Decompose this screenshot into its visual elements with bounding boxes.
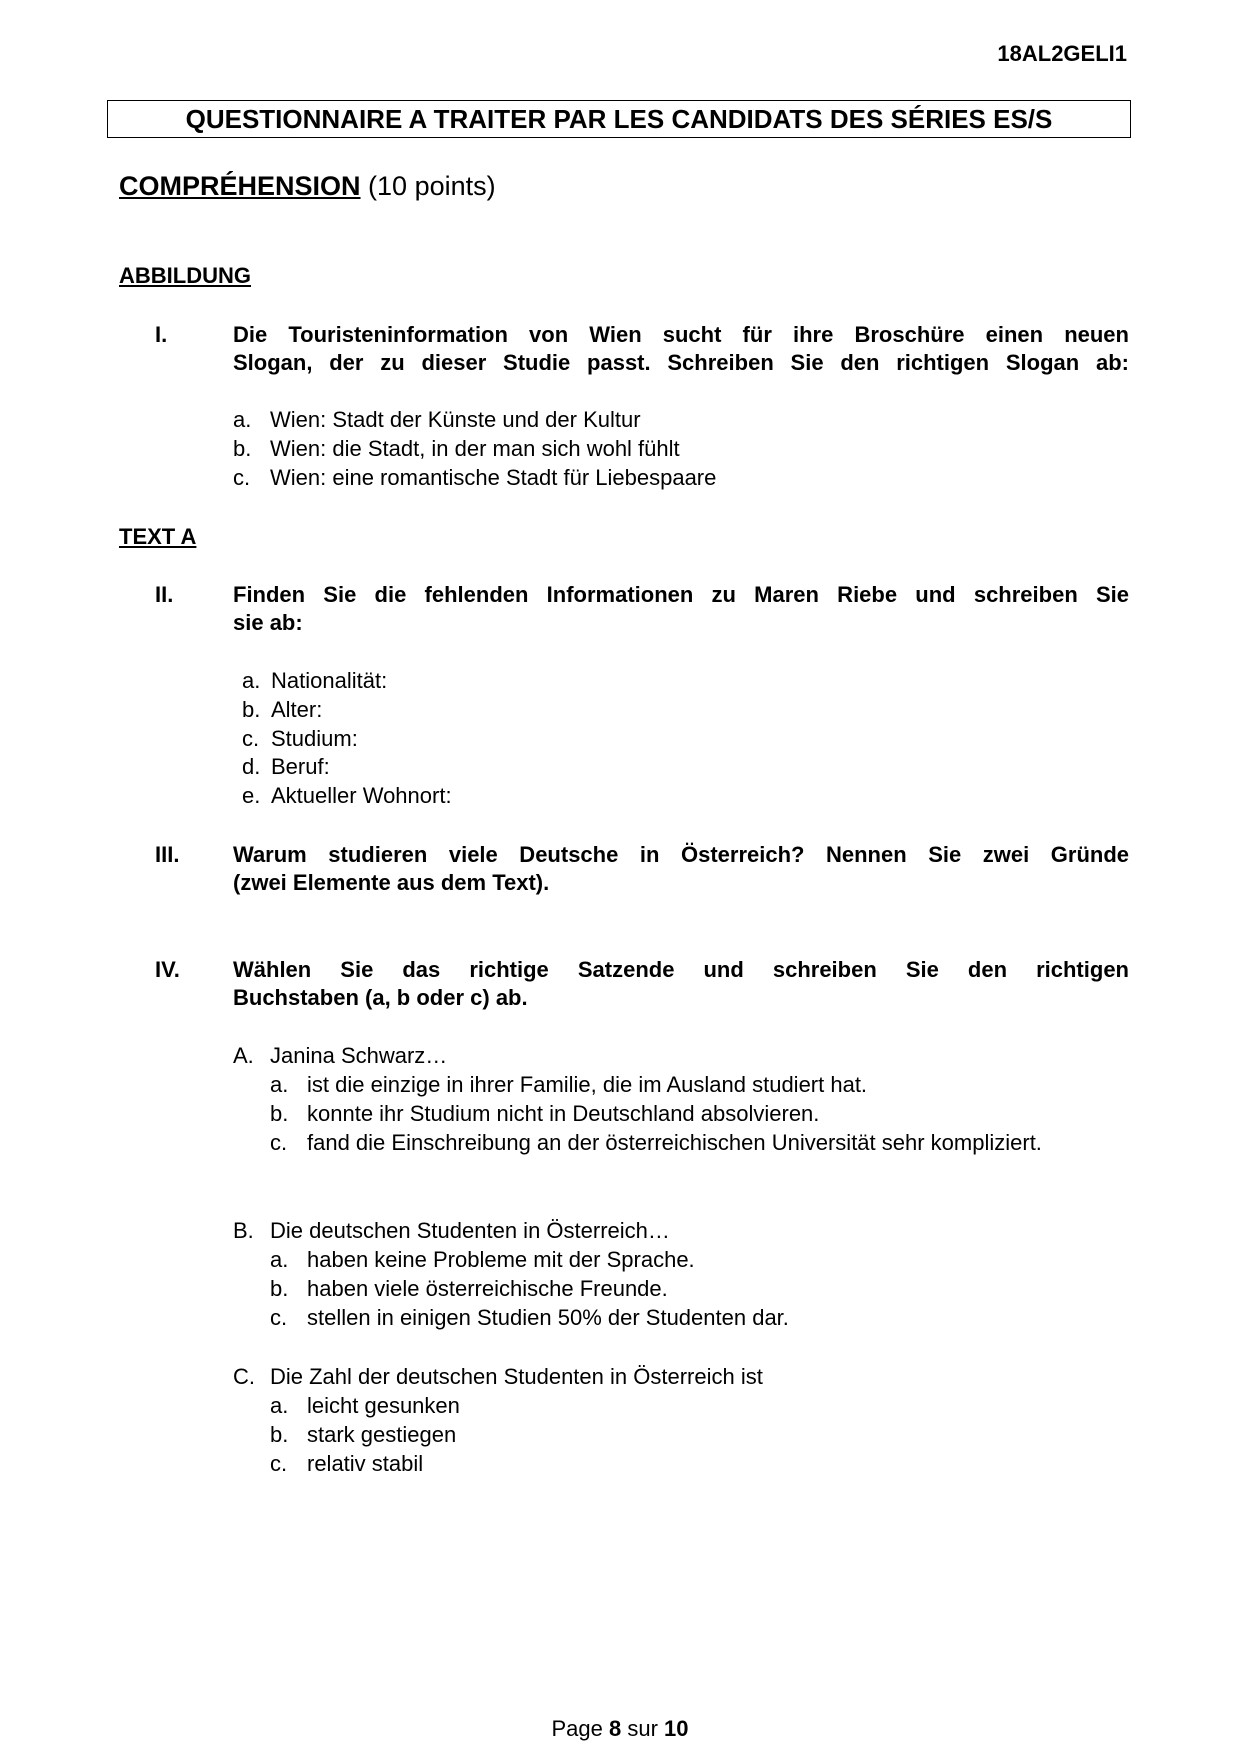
total-pages: 10 (664, 1716, 689, 1741)
option-text: ist die einzige in ihrer Familie, die im Ausland studiert hat. (307, 1072, 868, 1097)
part-marker: A. (233, 1043, 254, 1068)
section-text-a-heading: TEXT A (119, 524, 197, 549)
question-2-item-a (242, 666, 387, 695)
option-marker: c. (233, 465, 251, 490)
option-text: konnte ihr Studium nicht in Deutschland absolvieren. (307, 1101, 820, 1126)
question-1-option-b (233, 434, 680, 463)
option-marker: a. (270, 1072, 289, 1097)
question-4-line-2: Buchstaben (a, b oder c) ab. (233, 985, 528, 1010)
option-marker: a. (270, 1393, 289, 1418)
part-stem-text: Die Zahl der deutschen Studenten in Österreich ist (270, 1364, 763, 1389)
comprehension-points: (10 points) (368, 171, 496, 201)
option-marker: c. (270, 1451, 288, 1476)
option-text: stellen in einigen Studien 50% der Studenten dar. (307, 1305, 789, 1330)
question-3-line-2: (zwei Elemente aus dem Text). (233, 870, 550, 895)
question-4-part-b-option-c (270, 1303, 1129, 1332)
question-number-2: II. (155, 582, 174, 607)
page-footer (0, 1716, 1240, 1742)
option-text: haben keine Probleme mit der Sprache. (307, 1247, 695, 1272)
question-4-part-c-option-a (270, 1391, 1129, 1420)
question-1-option-a (233, 405, 641, 434)
item-text: Alter: (271, 697, 323, 722)
question-4-part-b-stem (233, 1216, 670, 1245)
page-word: Page (551, 1716, 603, 1741)
question-4-part-c-option-c (270, 1449, 1129, 1478)
question-number-1: I. (155, 322, 168, 347)
part-stem-text: Janina Schwarz… (270, 1043, 448, 1068)
question-1-line-1: Die Touristeninformation von Wien sucht für ihre Broschüre einen neuen (233, 322, 1129, 347)
question-4-part-b-option-b (270, 1274, 1129, 1303)
question-number-4: IV. (155, 957, 180, 982)
question-4-part-c-option-b (270, 1420, 1129, 1449)
option-marker: c. (270, 1305, 288, 1330)
item-text: Beruf: (271, 754, 330, 779)
item-marker: e. (242, 783, 261, 808)
option-text: Wien: die Stadt, in der man sich wohl fühlt (270, 436, 680, 461)
option-text: fand die Einschreibung an der österreichischen Universität sehr kompliziert. (307, 1130, 1042, 1155)
option-marker: b. (270, 1276, 289, 1301)
item-text: Nationalität: (271, 668, 388, 693)
option-marker: a. (233, 407, 252, 432)
part-stem-text: Die deutschen Studenten in Österreich… (270, 1218, 670, 1243)
part-marker: C. (233, 1364, 255, 1389)
question-1-option-c (233, 463, 716, 492)
question-2-line-2: sie ab: (233, 610, 303, 635)
question-number-3: III. (155, 842, 180, 867)
page-title: QUESTIONNAIRE A TRAITER PAR LES CANDIDATS DES SÉRIES ES/S (107, 100, 1131, 138)
question-4-part-a-stem (233, 1041, 447, 1070)
question-2-item-e (242, 781, 452, 810)
item-marker: b. (242, 697, 261, 722)
question-4-part-a-option-a (270, 1070, 1129, 1099)
question-4-part-a-option-c (270, 1128, 1129, 1157)
section-abbildung-heading: ABBILDUNG (119, 263, 251, 288)
option-text: stark gestiegen (307, 1422, 457, 1447)
comprehension-label: COMPRÉHENSION (119, 171, 361, 201)
question-2-item-c (242, 724, 358, 753)
option-text: Wien: Stadt der Künste und der Kultur (270, 407, 641, 432)
option-text: relativ stabil (307, 1451, 424, 1476)
item-marker: a. (242, 668, 261, 693)
option-marker: a. (270, 1247, 289, 1272)
option-marker: b. (270, 1422, 289, 1447)
document-code: 18AL2GELI1 (997, 41, 1127, 66)
question-4-part-a-option-b (270, 1099, 1129, 1128)
question-4-line-1: Wählen Sie das richtige Satzende und schreiben Sie den richtigen (233, 957, 1129, 982)
option-text: haben viele österreichische Freunde. (307, 1276, 668, 1301)
option-text: Wien: eine romantische Stadt für Liebespaare (270, 465, 717, 490)
item-text: Aktueller Wohnort: (271, 783, 452, 808)
item-marker: d. (242, 754, 261, 779)
comprehension-heading (119, 171, 496, 202)
question-2-item-d (242, 752, 330, 781)
option-marker: b. (270, 1101, 289, 1126)
option-text: leicht gesunken (307, 1393, 460, 1418)
item-marker: c. (242, 726, 260, 751)
of-word: sur (627, 1716, 658, 1741)
option-marker: c. (270, 1130, 288, 1155)
item-text: Studium: (271, 726, 358, 751)
question-1-line-2: Slogan, der zu dieser Studie passt. Schreiben Sie den richtigen Slogan ab: (233, 350, 1129, 375)
question-2-line-1: Finden Sie die fehlenden Informationen zu Maren Riebe und schreiben Sie (233, 582, 1129, 607)
question-2-item-b (242, 695, 322, 724)
question-4-part-b-option-a (270, 1245, 1129, 1274)
page-number: 8 (608, 1716, 622, 1741)
question-3-line-1: Warum studieren viele Deutsche in Österreich? Nennen Sie zwei Gründe (233, 842, 1129, 867)
question-4-part-c-stem (233, 1362, 763, 1391)
part-marker: B. (233, 1218, 254, 1243)
option-marker: b. (233, 436, 252, 461)
